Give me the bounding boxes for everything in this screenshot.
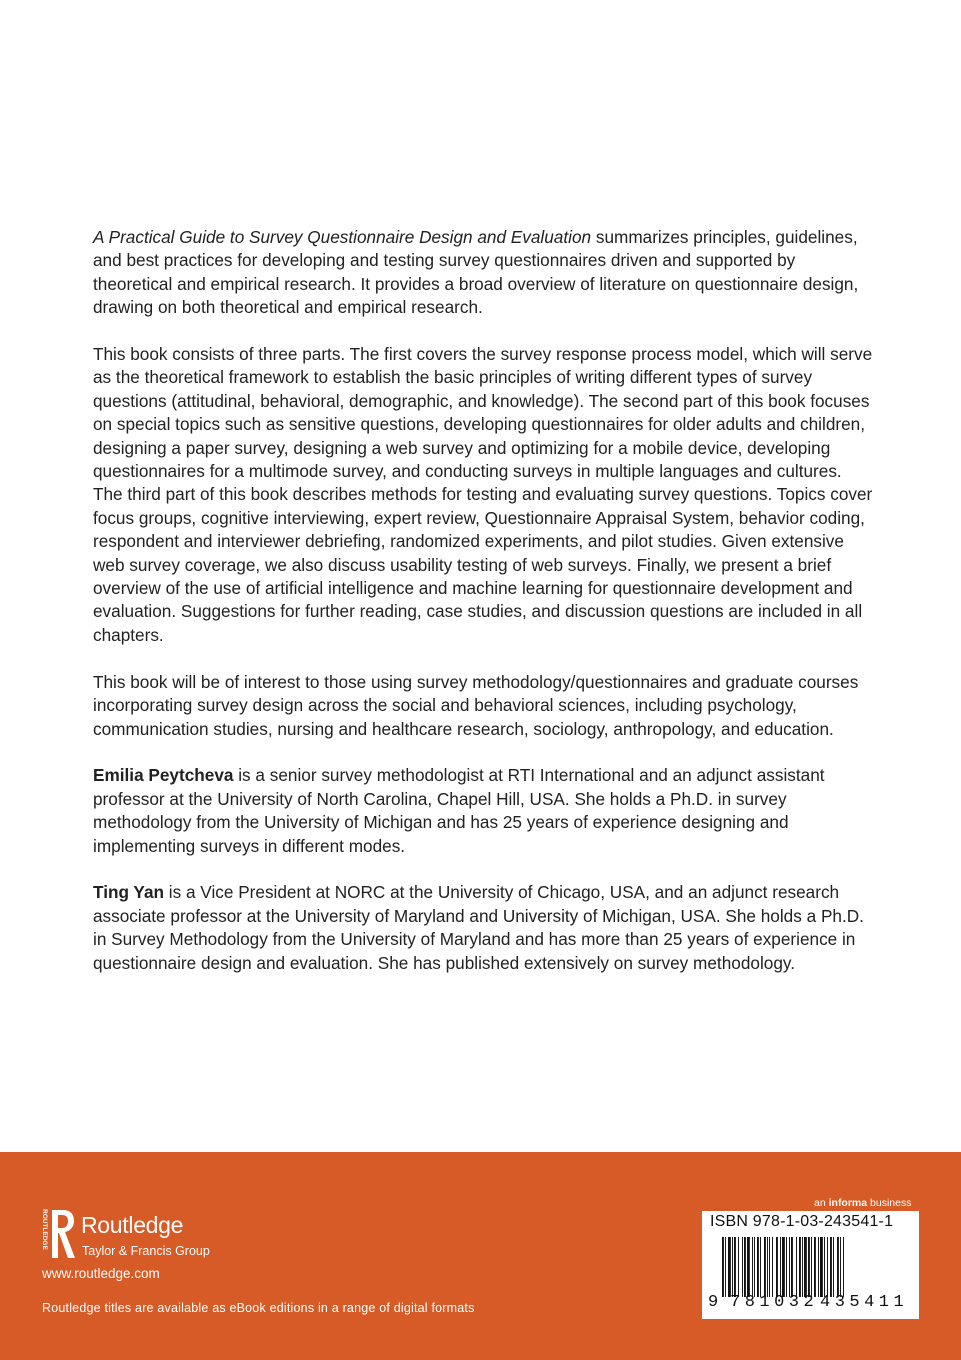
barcode-bars [722, 1237, 912, 1297]
author-bio-text: is a senior survey methodologist at RTI International and an adjunct assistant professor at the University of North Carolina, Chapel Hill, USA. She holds a Ph.D. in survey methodology from the University of Michigan and has 25 years of experience designing and implementing surveys in different modes. [93, 765, 825, 856]
barcode-bar [760, 1237, 761, 1297]
barcode-bar [738, 1237, 739, 1297]
back-cover-text [93, 226, 873, 998]
author-bio-2 [93, 881, 873, 975]
barcode-bar [754, 1237, 755, 1297]
barcode-bar [789, 1237, 790, 1297]
barcode-bar [840, 1237, 841, 1297]
barcode-bar [820, 1237, 823, 1297]
barcode-bar [802, 1237, 803, 1297]
author-bio-text: is a Vice President at NORC at the University of Chicago, USA, and an adjunct research associate professor at the University of Maryland and University of Michigan, USA. She holds a Ph.D. in Survey Methodology from the University of Maryland and has more than 25 years of experience in questionnaire design and evaluation. She has published extensively on survey methodology. [93, 882, 864, 973]
routledge-r-icon [41, 1206, 77, 1262]
barcode-bar [734, 1237, 736, 1297]
barcode-bar [786, 1237, 787, 1297]
barcode-bar [830, 1237, 832, 1297]
barcode-bar [764, 1237, 766, 1297]
barcode-bar [744, 1237, 746, 1297]
barcode-bar [827, 1237, 828, 1297]
barcode-bar [791, 1237, 793, 1297]
barcode-bar [799, 1237, 801, 1297]
publisher-name: Routledge [81, 1212, 184, 1238]
summary-text: summarizes principles, guidelines, and best practices for developing and testing survey questionnaires driven and supported by theoretical and empirical research. It provides a broad overview of literature on questionnaire design, drawing on both theoretical and empirical research. [93, 227, 859, 318]
barcode-digit-group-right: 435411 [820, 1293, 909, 1312]
author-bio-1 [93, 764, 873, 858]
publisher-url[interactable]: www.routledge.com [42, 1266, 160, 1281]
barcode-digit-group-left: 781032 [730, 1293, 819, 1312]
audience-paragraph: This book will be of interest to those using survey methodology/questionnaires and graduate courses incorporating survey design across the social and behavioral sciences, including psychology, communication studies, nursing and healthcare research, sociology, anthropology, and education. [93, 671, 859, 739]
barcode-bar [767, 1237, 768, 1297]
publisher-group: Taylor & Francis Group [82, 1244, 210, 1258]
author-name: Ting Yan [93, 882, 164, 903]
barcode-bar [818, 1237, 819, 1297]
barcode-bar [811, 1237, 812, 1297]
barcode-bar [742, 1237, 743, 1297]
barcode-bar [782, 1237, 785, 1297]
ebook-note: Routledge titles are available as eBook editions in a range of digital formats [42, 1301, 475, 1315]
barcode-bar [728, 1237, 731, 1297]
logo-vertical-text: ROUTLEDGE [41, 1209, 48, 1250]
barcode-bar [808, 1237, 810, 1297]
isbn-barcode [702, 1211, 919, 1319]
barcode-bar [824, 1237, 825, 1297]
barcode-bar [772, 1237, 773, 1297]
barcode-bar [747, 1237, 750, 1297]
barcode-bar [814, 1237, 816, 1297]
barcode-digit-lead: 9 [708, 1293, 719, 1312]
book-title: A Practical Guide to Survey Questionnaire Design and Evaluation [93, 227, 592, 247]
barcode-bar [732, 1237, 733, 1297]
author-name: Emilia Peytcheva [93, 765, 234, 786]
barcode-bar [757, 1237, 759, 1297]
summary-paragraph [93, 226, 873, 320]
informa-tagline: an informa business [814, 1197, 912, 1209]
barcode-bar [843, 1237, 844, 1297]
barcode-bar [722, 1237, 724, 1297]
barcode-bar [796, 1237, 797, 1297]
barcode-bar [776, 1237, 778, 1297]
barcode-bar [837, 1237, 839, 1297]
barcode-bar [833, 1237, 834, 1297]
barcode-bar [769, 1237, 770, 1297]
barcode-bar [752, 1237, 753, 1297]
barcode-bar [725, 1237, 726, 1297]
routledge-logo [41, 1206, 241, 1266]
barcode-bar [804, 1237, 807, 1297]
parts-paragraph: This book consists of three parts. The first covers the survey response process model, which will serve as the theoretical framework to establish the basic principles of writing different types of survey questions (attitudinal, behavioral, demographic, and knowledge). The second part of this book focuses on special topics such as sensitive questions, developing questionnaires for older adults and children, designing a paper survey, designing a web survey and optimizing for a mobile device, developing questionnaires for a multimode survey, and conducting surveys in multiple languages and cultures. The third part of this book describes methods for testing and evaluating survey questions. Topics cover focus groups, cognitive interviewing, expert review, Questionnaire Appraisal System, behavior coding, respondent and interviewer debriefing, randomized experiments, and pilot studies. Given extensive web survey coverage, we also discuss usability testing of web surveys. Finally, we present a brief overview of the use of artificial intelligence and machine learning for questionnaire development and evaluation. Suggestions for further reading, case studies, and discussion questions are included in all chapters. [93, 344, 873, 645]
isbn-number: ISBN 978-1-03-243541-1 [710, 1213, 894, 1230]
publisher-footer [0, 1152, 961, 1360]
barcode-bar [780, 1237, 781, 1297]
